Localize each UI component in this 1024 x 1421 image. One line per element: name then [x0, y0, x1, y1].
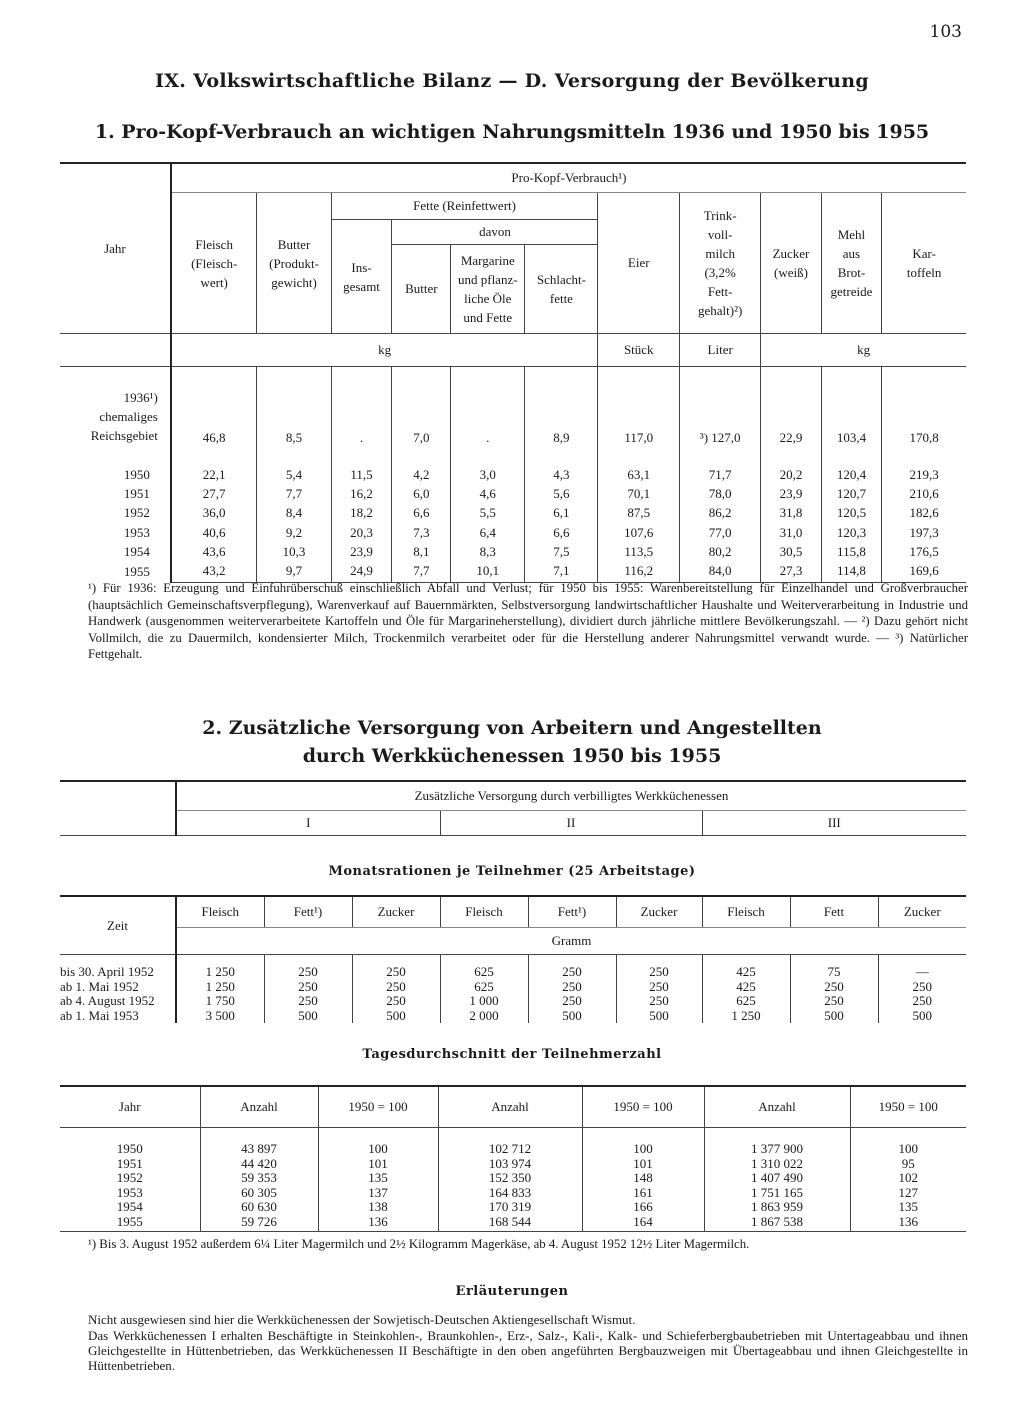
level-1: I [176, 811, 440, 836]
ration-col-header: Fett¹) [264, 896, 352, 928]
row-zeit: bis 30. April 1952 [60, 964, 154, 979]
cell: 44 420 [200, 1157, 318, 1172]
table-row [60, 1215, 966, 1232]
cell: — [878, 955, 966, 980]
cell: 95 [850, 1157, 966, 1172]
cell: 7,7 [392, 561, 451, 583]
table-row [60, 1200, 966, 1215]
ration-col-header: Zucker [878, 896, 966, 928]
ration-col-header: Fleisch [176, 896, 264, 928]
cell: 77,0 [680, 523, 761, 542]
cell: 22,9 [761, 367, 821, 452]
cell: 500 [264, 1009, 352, 1024]
row-label-1936 [60, 367, 171, 452]
cell: 117,0 [598, 367, 680, 452]
cell: 4,6 [451, 484, 525, 503]
cell: 31,0 [761, 523, 821, 542]
cell: 137 [318, 1186, 438, 1201]
cell: 103 974 [438, 1157, 582, 1172]
row-zeit: ab 4. August 1952 [60, 993, 155, 1008]
cell: 182,6 [882, 503, 966, 522]
cell: 10,1 [451, 561, 525, 583]
participants-col-header: 1950 = 100 [582, 1086, 704, 1128]
cell: 166 [582, 1200, 704, 1215]
cell: 120,7 [821, 484, 882, 503]
cell: 102 [850, 1171, 966, 1186]
row-jahr: 1951 [116, 1155, 143, 1171]
cell: 250 [352, 980, 440, 995]
cell: 40,6 [171, 523, 257, 542]
row-year: 1954 [123, 543, 150, 559]
row-jahr: 1950 [116, 1141, 143, 1156]
cell: 75 [790, 955, 878, 980]
cell: 8,3 [451, 542, 525, 561]
group-header-verbrauch: Pro-Kopf-Verbrauch¹) [171, 163, 966, 193]
cell: 20,3 [331, 523, 392, 542]
rations-table [60, 895, 966, 1023]
table-row [60, 955, 966, 980]
cell: 20,2 [761, 465, 821, 484]
cell: 6,6 [392, 503, 451, 522]
cell: 6,0 [392, 484, 451, 503]
cell: 136 [850, 1215, 966, 1232]
cell: 43,6 [171, 542, 257, 561]
cell: 59 353 [200, 1171, 318, 1186]
cell: 10,3 [257, 542, 331, 561]
cell: 7,3 [392, 523, 451, 542]
cell: 4,2 [392, 465, 451, 484]
cell: 164 [582, 1215, 704, 1232]
cell: 100 [850, 1128, 966, 1157]
col-jahr-2: Jahr [60, 1086, 200, 1128]
col-kartoffeln: Kar-toffeln [882, 193, 966, 334]
row-year: 1955 [123, 564, 150, 580]
participants-col-header: Anzahl [438, 1086, 582, 1128]
cell: 500 [352, 1009, 440, 1024]
row-label-line: chemaliges [99, 408, 158, 424]
cell: 135 [850, 1200, 966, 1215]
row-zeit: ab 1. Mai 1953 [60, 1007, 139, 1023]
cell: 6,1 [525, 503, 598, 522]
erlaeuterungen-title: Erläuterungen [455, 1284, 569, 1299]
cell: 115,8 [821, 542, 882, 561]
cell: 8,1 [392, 542, 451, 561]
cell: 120,5 [821, 503, 882, 522]
row-jahr: 1955 [60, 1215, 200, 1232]
cell: 1 000 [440, 994, 528, 1009]
cell: 1 250 [176, 980, 264, 995]
col-insgesamt: Ins-gesamt [331, 220, 392, 334]
cell: 3 500 [176, 1009, 264, 1024]
cell: 101 [318, 1157, 438, 1172]
cell: 101 [582, 1157, 704, 1172]
col-milch: Trink-voll-milch (3,2% Fett-gehalt)²) [680, 193, 761, 334]
row-jahr: 1953 [116, 1184, 143, 1200]
cell: 9,7 [257, 561, 331, 583]
cell: 500 [616, 1009, 702, 1024]
cell: 43 897 [200, 1128, 318, 1157]
cell: 27,3 [761, 561, 821, 583]
cell: 625 [702, 994, 790, 1009]
participants-col-header: 1950 = 100 [850, 1086, 966, 1128]
cell: 197,3 [882, 523, 966, 542]
cell: 1 867 538 [704, 1215, 850, 1232]
cell: 176,5 [882, 542, 966, 561]
cell: 8,5 [257, 367, 331, 452]
cell: 219,3 [882, 465, 966, 484]
cell: 114,8 [821, 561, 882, 583]
cell: 500 [528, 1009, 616, 1024]
row-year: 1953 [123, 524, 150, 540]
cell: 500 [790, 1009, 878, 1024]
cell: . [451, 367, 525, 452]
cell: 1 863 959 [704, 1200, 850, 1215]
cell: 107,6 [598, 523, 680, 542]
fette-header: Fette (Reinfettwert) [331, 193, 598, 220]
cell: 425 [702, 980, 790, 995]
row-year: 1950 [123, 467, 150, 482]
cell: 2 000 [440, 1009, 528, 1024]
cell: 113,5 [598, 542, 680, 561]
cell: 86,2 [680, 503, 761, 522]
ration-col-header: Fleisch [702, 896, 790, 928]
table2-footnote: ¹) Bis 3. August 1952 außerdem 6¼ Liter Magermilch und 2½ Kilogramm Magerkäse, ab 4. August 1952 12½ Liter Magermilch. [88, 1237, 750, 1251]
cell: 116,2 [598, 561, 680, 583]
werkkuechen-header-table [60, 780, 966, 836]
davon-header: davon [392, 220, 598, 245]
cell: 60 305 [200, 1186, 318, 1201]
cell: 168 544 [438, 1215, 582, 1232]
cell: 4,3 [525, 465, 598, 484]
cell: 250 [264, 994, 352, 1009]
cell: 250 [790, 994, 878, 1009]
cell: 170,8 [882, 367, 966, 452]
cell: 210,6 [882, 484, 966, 503]
cell: 120,4 [821, 465, 882, 484]
table1-title: 1. Pro-Kopf-Verbrauch an wichtigen Nahrungsmitteln 1936 und 1950 bis 1955 [94, 121, 930, 143]
cell: 250 [528, 955, 616, 980]
col-fette-butter: Butter [392, 245, 451, 334]
table-row [60, 994, 966, 1009]
cell: 84,0 [680, 561, 761, 583]
cell: 127 [850, 1186, 966, 1201]
cell: 250 [878, 994, 966, 1009]
ration-col-header: Zucker [616, 896, 702, 928]
cell: 7,0 [392, 367, 451, 452]
table-row [60, 523, 966, 542]
col-zeit: Zeit [60, 896, 176, 955]
unit-stueck: Stück [598, 334, 680, 367]
sub-monatsrationen: Monatsrationen je Teilnehmer (25 Arbeitstage) [328, 864, 696, 879]
cell: 1 751 165 [704, 1186, 850, 1201]
cell: 425 [702, 955, 790, 980]
participants-col-header: Anzahl [200, 1086, 318, 1128]
level-3: III [702, 811, 966, 836]
cell: 100 [582, 1128, 704, 1157]
cell: 8,4 [257, 503, 331, 522]
cell: 60 630 [200, 1200, 318, 1215]
cell: 5,4 [257, 465, 331, 484]
table-row [60, 484, 966, 503]
participants-col-header: 1950 = 100 [318, 1086, 438, 1128]
cell: 120,3 [821, 523, 882, 542]
per-capita-table [60, 162, 966, 583]
col-zucker: Zucker (weiß) [761, 193, 821, 334]
table-row [60, 1157, 966, 1172]
table-row [60, 367, 966, 452]
cell: 1 310 022 [704, 1157, 850, 1172]
cell: 250 [878, 980, 966, 995]
unit-kg: kg [171, 334, 598, 367]
cell: 161 [582, 1186, 704, 1201]
table1-footnote: ¹) Für 1936: Erzeugung und Einfuhrüberschuß einschließlich Abfall und Verlust; für 1950 bis 1955: Warenbereitstellung für Einzelhandel und Großverbraucher (hauptsächlich Gemeinschaftsverpflegung), Warenverkauf auf Bauernmärkten, Selbstversorgung landwirtschaftlicher Haushalte und Weiterverarbeitung in Industrie und Handwerk (ausgenommen weiterverarbeitete Kartoffeln und Öle für Margarineherstellung), dividiert durch jährliche mittlere Bevölkerungszahl. — ²) Dazu gehört nicht Vollmilch, die zu Dauermilch, kondensierter Milch, Trockenmilch verarbeitet oder für die Herstellung anderer Nahrungsmittel verwandt wurde. — ³) Natürlicher Fettgehalt. [88, 581, 968, 661]
cell: 16,2 [331, 484, 392, 503]
level-2: II [440, 811, 702, 836]
cell: 36,0 [171, 503, 257, 522]
participants-col-header: Anzahl [704, 1086, 850, 1128]
cell: 7,1 [525, 561, 598, 583]
row-year: 1952 [123, 505, 150, 521]
table-row [60, 980, 966, 995]
cell: 136 [318, 1215, 438, 1232]
cell: 164 833 [438, 1186, 582, 1201]
cell: 1 250 [176, 955, 264, 980]
col-jahr: Jahr [60, 163, 171, 334]
cell: 59 726 [200, 1215, 318, 1232]
cell: 250 [616, 980, 702, 995]
ration-col-header: Fett [790, 896, 878, 928]
cell: 169,6 [882, 561, 966, 583]
cell: 27,7 [171, 484, 257, 503]
unit-gramm: Gramm [176, 928, 966, 955]
cell: 23,9 [331, 542, 392, 561]
cell: ³) 127,0 [680, 367, 761, 452]
section-title: IX. Volkswirtschaftliche Bilanz — D. Versorgung der Bevölkerung [155, 70, 869, 92]
cell: 78,0 [680, 484, 761, 503]
cell: 250 [616, 955, 702, 980]
table-row [60, 1186, 966, 1201]
cell: 100 [318, 1128, 438, 1157]
cell: 250 [352, 955, 440, 980]
cell: 9,2 [257, 523, 331, 542]
cell: 18,2 [331, 503, 392, 522]
cell: 87,5 [598, 503, 680, 522]
cell: 71,7 [680, 465, 761, 484]
table-row [60, 1009, 966, 1024]
col-butter: Butter (Produkt-gewicht) [257, 193, 331, 334]
cell: 70,1 [598, 484, 680, 503]
cell: 8,9 [525, 367, 598, 452]
erlaeuterungen-text-2: Das Werkküchenessen I erhalten Beschäftigte in Steinkohlen-, Braunkohlen-, Erz-, Salz-, Kali-, Kalk- und Schieferbergbaubetrieben mit Untertageabbau und ihnen Gleichgestellte in Hüttenbetrieben, das Werkküchenessen II Beschäftigte in den oben angeführten Bergbauzweigen mit Übertageabbau und ihnen Gleichgestellte in Hüttenbetrieben. [88, 1328, 968, 1373]
table-row [60, 465, 966, 484]
ration-col-header: Fleisch [440, 896, 528, 928]
unit-liter: Liter [680, 334, 761, 367]
cell: 138 [318, 1200, 438, 1215]
cell: 5,6 [525, 484, 598, 503]
cell: 250 [264, 955, 352, 980]
cell: 152 350 [438, 1171, 582, 1186]
row-jahr: 1954 [116, 1199, 143, 1214]
cell: 31,8 [761, 503, 821, 522]
cell: 6,4 [451, 523, 525, 542]
col-eier: Eier [598, 193, 680, 334]
cell: 250 [790, 980, 878, 995]
participants-table [60, 1085, 966, 1232]
row-jahr: 1952 [116, 1170, 143, 1185]
cell: 103,4 [821, 367, 882, 452]
cell: 46,8 [171, 367, 257, 452]
unit-kg-2: kg [761, 334, 966, 367]
table-row [60, 503, 966, 522]
table-row [60, 1171, 966, 1186]
cell: 250 [616, 994, 702, 1009]
cell: 80,2 [680, 542, 761, 561]
cell: 250 [352, 994, 440, 1009]
cell: 11,5 [331, 465, 392, 484]
table-row [60, 1128, 966, 1157]
cell: 250 [264, 980, 352, 995]
col-fleisch: Fleisch (Fleisch-wert) [171, 193, 257, 334]
cell: 5,5 [451, 503, 525, 522]
cell: 500 [878, 1009, 966, 1024]
row-zeit: ab 1. Mai 1952 [60, 978, 139, 994]
cell: 24,9 [331, 561, 392, 583]
row-label-line: 1936¹) [123, 389, 158, 405]
group-header-versorgung: Zusätzliche Versorgung durch verbilligtes Werkküchenessen [176, 781, 966, 811]
cell: 43,2 [171, 561, 257, 583]
erlaeuterungen-text-1: Nicht ausgewiesen sind hier die Werkküchenessen der Sowjetisch-Deutschen Aktiengesellschaft Wismut. [88, 1312, 636, 1327]
cell: 30,5 [761, 542, 821, 561]
col-mehl: Mehl aus Brot-getreide [821, 193, 882, 334]
row-label-line: Reichsgebiet [90, 427, 158, 443]
table-row [60, 542, 966, 561]
cell: 625 [440, 955, 528, 980]
ration-col-header: Fett¹) [528, 896, 616, 928]
cell: . [331, 367, 392, 452]
col-schlacht: Schlacht-fette [525, 245, 598, 334]
cell: 6,6 [525, 523, 598, 542]
cell: 250 [528, 980, 616, 995]
row-year: 1951 [123, 486, 150, 502]
table2-title-line2: durch Werkküchenessen 1950 bis 1955 [302, 745, 722, 767]
cell: 63,1 [598, 465, 680, 484]
cell: 1 250 [702, 1009, 790, 1024]
sub-tagesdurchschnitt: Tagesdurchschnitt der Teilnehmerzahl [362, 1047, 662, 1062]
ration-col-header: Zucker [352, 896, 440, 928]
cell: 102 712 [438, 1128, 582, 1157]
cell: 7,5 [525, 542, 598, 561]
table2-title-line1: 2. Zusätzliche Versorgung von Arbeitern und Angestellten [202, 717, 822, 739]
cell: 3,0 [451, 465, 525, 484]
cell: 1 407 490 [704, 1171, 850, 1186]
cell: 1 750 [176, 994, 264, 1009]
col-margarine: Margarine und pflanz-liche Öle und Fette [451, 245, 525, 334]
cell: 250 [528, 994, 616, 1009]
cell: 148 [582, 1171, 704, 1186]
cell: 170 319 [438, 1200, 582, 1215]
page-number: 103 [929, 22, 962, 42]
cell: 23,9 [761, 484, 821, 503]
cell: 7,7 [257, 484, 331, 503]
cell: 625 [440, 980, 528, 995]
cell: 22,1 [171, 465, 257, 484]
cell: 135 [318, 1171, 438, 1186]
cell: 1 377 900 [704, 1128, 850, 1157]
